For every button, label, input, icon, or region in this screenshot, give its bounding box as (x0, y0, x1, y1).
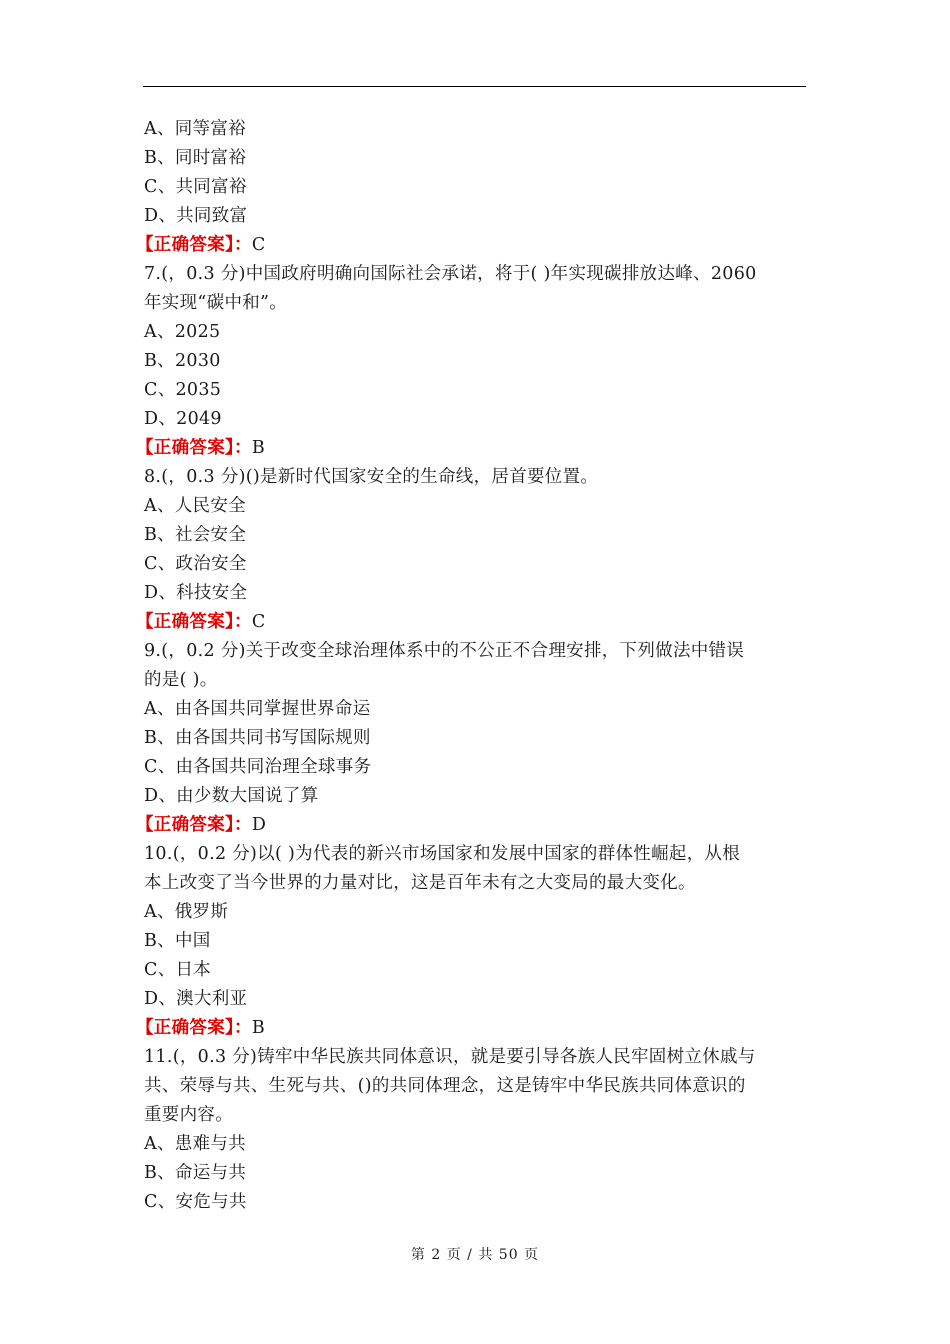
answer-line (136, 608, 806, 637)
question-text: 共、荣辱与共、生死与共、()的共同体理念，这是铸牢中华民族共同体意识的 (144, 1076, 746, 1096)
option-line: D、共同致富 (144, 206, 248, 226)
option-line: A、同等富裕 (144, 119, 246, 139)
answer-label: 【正确答案】： (136, 815, 252, 835)
option-line: D、科技安全 (144, 583, 248, 603)
option-line: D、澳大利亚 (144, 989, 248, 1009)
answer-label: 【正确答案】： (136, 438, 252, 458)
option-line: A、患难与共 (144, 1134, 246, 1154)
question-text: 9.(，0.2 分)关于改变全球治理体系中的不公正不合理安排，下列做法中错误 (144, 641, 745, 661)
answer-value: B (251, 438, 266, 458)
option-line: A、2025 (144, 322, 221, 342)
option-line: C、政治安全 (144, 554, 247, 574)
answer-value: C (251, 612, 266, 632)
option-line: C、日本 (144, 960, 212, 980)
header-rule (143, 86, 806, 87)
option-line: D、由少数大国说了算 (144, 786, 319, 806)
option-line: B、命运与共 (144, 1163, 247, 1183)
answer-value: B (251, 1018, 266, 1038)
answer-line (136, 811, 806, 840)
option-line: B、同时富裕 (144, 148, 247, 168)
option-line: C、共同富裕 (144, 177, 247, 197)
option-line: C、2035 (144, 380, 222, 400)
page-content (136, 115, 806, 1217)
option-line: A、人民安全 (144, 496, 246, 516)
question-text: 年实现“碳中和”。 (144, 293, 288, 313)
question-text: 的是( )。 (144, 670, 218, 690)
question-text: 7.(，0.3 分)中国政府明确向国际社会承诺，将于( )年实现碳排放达峰、2060 (144, 264, 757, 284)
question-text: 本上改变了当今世界的力量对比，这是百年未有之大变局的最大变化。 (144, 873, 696, 893)
answer-line (136, 1014, 806, 1043)
answer-label: 【正确答案】： (136, 1018, 252, 1038)
answer-line (136, 434, 806, 463)
answer-value: D (251, 815, 267, 835)
option-line: A、由各国共同掌握世界命运 (144, 699, 371, 719)
question-text: 11.(，0.3 分)铸牢中华民族共同体意识，就是要引导各族人民牢固树立休戚与 (144, 1047, 756, 1067)
option-line: B、中国 (144, 931, 211, 951)
option-line: B、社会安全 (144, 525, 247, 545)
option-line: C、由各国共同治理全球事务 (144, 757, 372, 777)
option-line: A、俄罗斯 (144, 902, 229, 922)
option-line: C、安危与共 (144, 1192, 247, 1212)
option-line: B、2030 (144, 351, 221, 371)
answer-value: C (251, 235, 266, 255)
question-text: 10.(，0.2 分)以( )为代表的新兴市场国家和发展中国家的群体性崛起，从根 (144, 844, 741, 864)
answer-label: 【正确答案】： (136, 612, 252, 632)
option-line: D、2049 (144, 409, 222, 429)
question-text: 8.(，0.3 分)()是新时代国家安全的生命线，居首要位置。 (144, 467, 599, 487)
page-footer: 第 2 页 / 共 50 页 (410, 1247, 540, 1263)
option-line: B、由各国共同书写国际规则 (144, 728, 371, 748)
answer-line (136, 231, 806, 260)
question-text: 重要内容。 (144, 1105, 233, 1125)
answer-label: 【正确答案】： (136, 235, 252, 255)
